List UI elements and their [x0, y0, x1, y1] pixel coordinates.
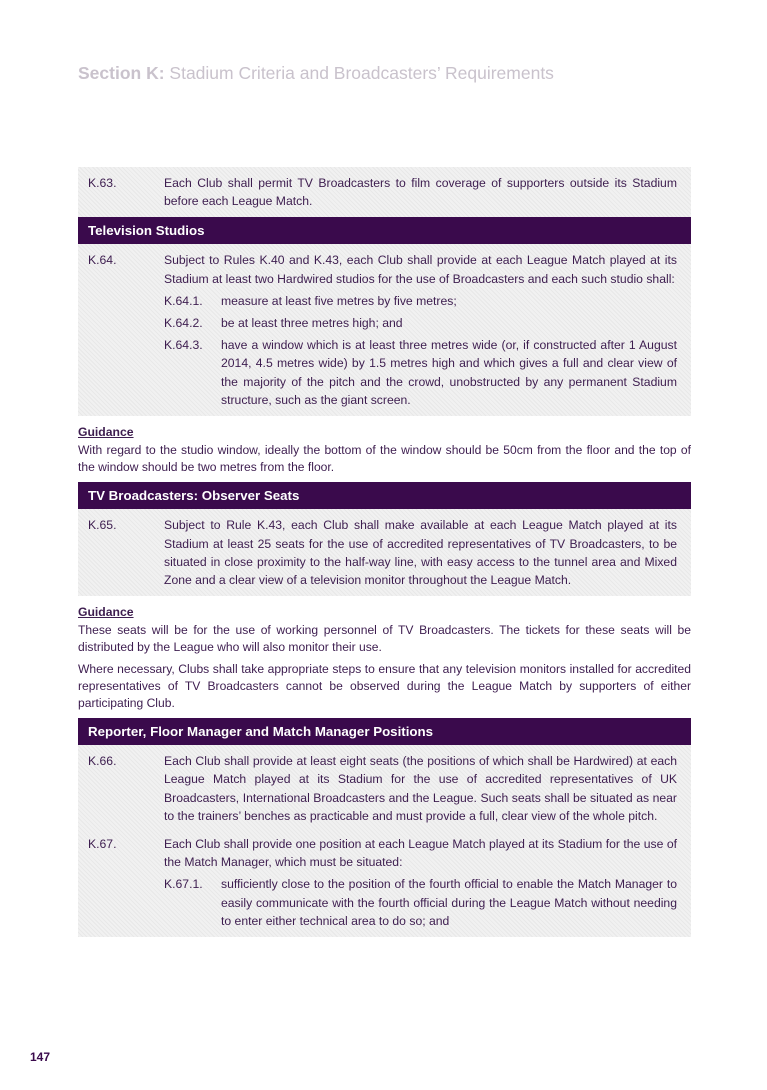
subrule-k67-1: [164, 875, 677, 930]
page-header: [78, 63, 554, 84]
rule-k63: [88, 174, 677, 210]
rule-number: K.64.: [88, 253, 117, 268]
rule-box-k64: [78, 244, 691, 416]
main-content: [78, 167, 691, 937]
rule-number: K.65.: [88, 518, 117, 533]
rule-k67: [88, 835, 677, 930]
guidance-text: Where necessary, Clubs shall take appropriate steps to ensure that any television monitors installed for accredited representatives of TV Broadcasters cannot be observed during the League Match by supporters of either participating Club.: [78, 661, 691, 711]
subrule-k64-1: [164, 292, 677, 310]
rule-box-k65: [78, 509, 691, 596]
rule-number: K.63.: [88, 176, 117, 190]
page-number: 147: [30, 1050, 51, 1064]
rule-k65: [88, 516, 677, 589]
rule-k66: [88, 752, 677, 825]
rule-number: K.66.: [88, 754, 117, 769]
guidance-heading: Guidance: [78, 425, 134, 440]
rule-box-k66-k67: [78, 745, 691, 937]
subrule-k64-3: [164, 336, 677, 409]
rule-text: Subject to Rules K.40 and K.43, each Club shall provide at each League Match played at its Stadium at least two Hardwired studios for the use of Broadcasters and each such studio shall:: [164, 253, 677, 286]
guidance-text: These seats will be for the use of working personnel of TV Broadcasters. The tickets for these seats will be distributed by the League who will also monitor their use.: [78, 623, 691, 655]
subrule-number: K.64.3.: [164, 338, 203, 353]
subrule-number: K.64.1.: [164, 293, 203, 308]
subrule-number: K.64.2.: [164, 316, 203, 331]
rule-text: Each Club shall provide at least eight seats (the positions of which shall be Hardwired) at each League Match played at its Stadium for the use of accredited representatives of UK Broadcasters, International Broadcasters and the League. Such seats shall be situated as near to the trainers’ benches as practicable and must provide a full, clear view of the whole pitch.: [164, 754, 677, 823]
rule-text: Subject to Rule K.43, each Club shall make available at each League Match played at its Stadium at least 25 seats for the use of accredited representatives of TV Broadcasters, to be situated in close proximity to the half-way line, with easy access to the tunnel area and Mixed Zone and a clear view of a television monitor throughout the League Match.: [164, 518, 677, 588]
section-title: Stadium Criteria and Broadcasters’ Requirements: [164, 63, 554, 83]
rule-number: K.67.: [88, 837, 117, 852]
subrule-text: have a window which is at least three metres wide (or, if constructed after 1 August 2014, 4.5 metres wide) by 1.5 metres high and which gives a full and clear view of the majority of the pitch and the crowd, unobstructed by any permanent Stadium structure, such as the giant screen.: [221, 338, 677, 407]
subrule-text: sufficiently close to the position of the fourth official to enable the Match Manager to easily communicate with the fourth official during the League Match without needing to enter either technical area to do so; and: [221, 877, 677, 928]
rule-k64: [88, 251, 677, 409]
guidance-studio-window: [78, 424, 691, 476]
section-label: Section K:: [78, 63, 165, 83]
rule-text: Each Club shall permit TV Broadcasters to film coverage of supporters outside its Stadium before each League Match.: [164, 176, 677, 209]
subrule-number: K.67.1.: [164, 877, 203, 892]
section-heading-reporter-positions: Reporter, Floor Manager and Match Manager Positions: [78, 718, 691, 745]
rule-body: [164, 835, 677, 930]
rule-box-k63: [78, 167, 691, 217]
subrule-text: measure at least five metres by five metres;: [221, 293, 457, 308]
rule-body: [164, 251, 677, 409]
section-heading-observer-seats: TV Broadcasters: Observer Seats: [78, 482, 691, 509]
subrule-k64-2: [164, 314, 677, 332]
guidance-heading: Guidance: [78, 605, 134, 620]
section-heading-tv-studios: Television Studios: [78, 217, 691, 244]
guidance-observer-seats: [78, 604, 691, 712]
subrule-text: be at least three metres high; and: [221, 316, 403, 331]
rule-text: Each Club shall provide one position at each League Match played at its Stadium for the use of the Match Manager, which must be situated:: [164, 837, 677, 870]
guidance-text: With regard to the studio window, ideally the bottom of the window should be 50cm from the floor and the top of the window should be two metres from the floor.: [78, 443, 691, 475]
